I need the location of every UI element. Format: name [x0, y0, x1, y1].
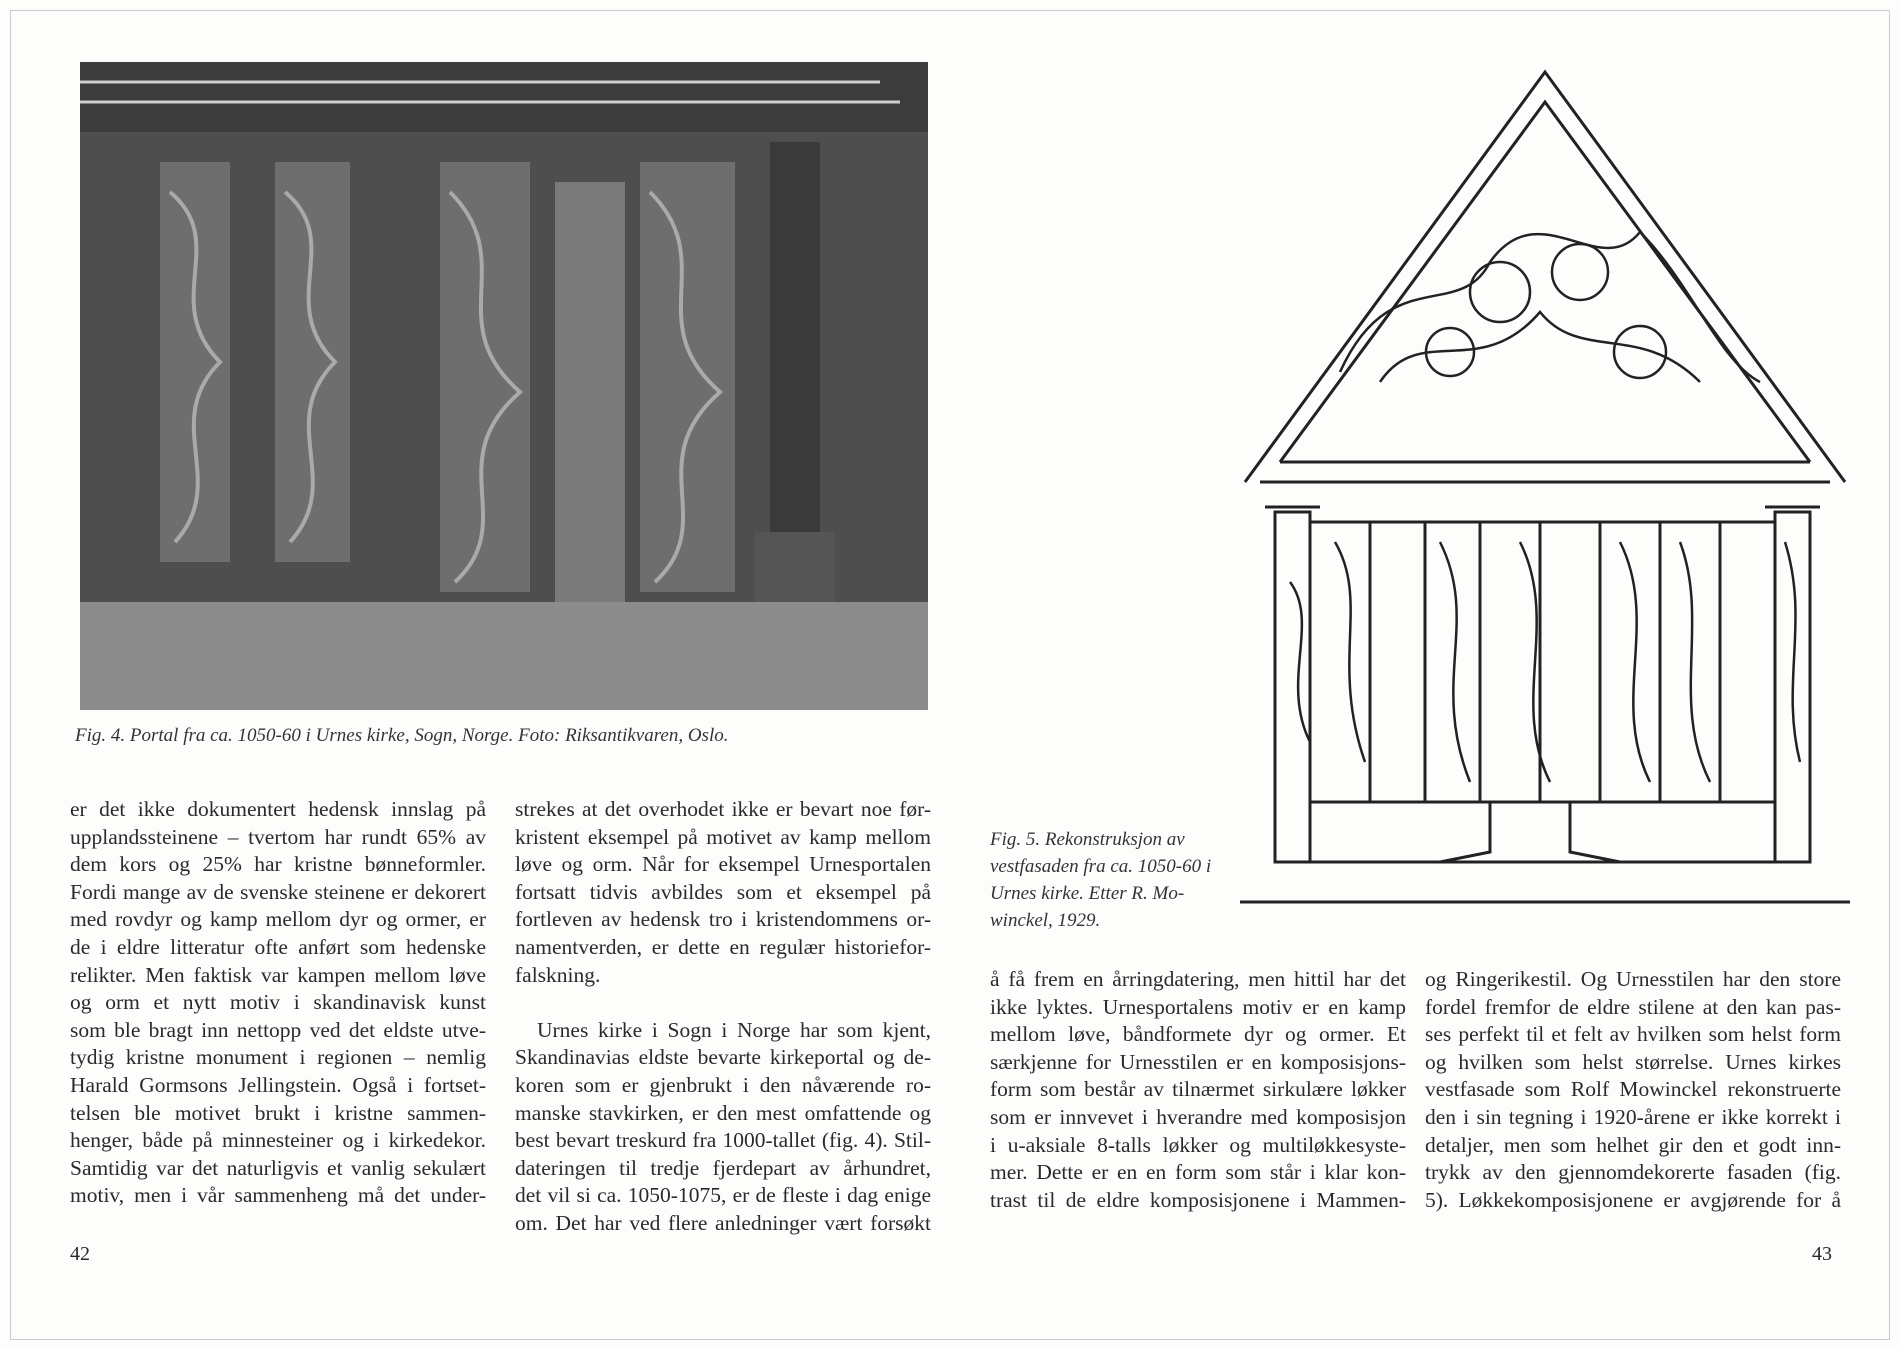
right-page-column-2 [1425, 966, 1841, 1214]
text-line: vestfasade som Rolf Mowinckel rekonstruerte [1425, 1077, 1841, 1102]
text-line [515, 989, 931, 1017]
figure-5-caption [990, 826, 1211, 934]
text-line: dem kors og 25% har kristne bønneformler. [70, 852, 486, 877]
text-line: kristent eksempel på motivet av kamp mellom [515, 824, 931, 849]
caption-line: vestfasaden fra ca. 1050-60 i [990, 856, 1212, 877]
text-line: fortsatt tidvis avbildes som et eksempel på [515, 879, 931, 904]
text-line: som ble bragt inn nettopp ved det eldste utve- [70, 1017, 486, 1042]
text-line: trykk av den gjennomdekorerte fasaden (fig. [1425, 1160, 1841, 1185]
text-line: trast til de eldre komposisjonene i Mammen- [990, 1187, 1406, 1212]
text-line: telsen ble motivet brukt i kristne sammen- [70, 1100, 486, 1125]
text-line: og Ringerikestil. Og Urnesstilen har den store [1425, 967, 1841, 991]
text-line: dateringen til tredje fjerdepart av århundret, [515, 1155, 931, 1180]
text-line: om. Det har ved flere anledninger vært forsøkt [515, 1210, 931, 1235]
figure-4-caption: Fig. 4. Portal fra ca. 1050-60 i Urnes kirke, Sogn, Norge. Foto: Riksantikvaren, Oslo. [75, 725, 729, 746]
text-line: og hvilken som helst størrelse. Urnes kirkes [1425, 1049, 1841, 1074]
text-line: med rovdyr og kamp mellom dyr og ormer, er [70, 907, 486, 932]
text-line: koren som er gjenbrukt i den nåværende ro- [515, 1072, 931, 1097]
left-page-column-1 [70, 796, 486, 1210]
page-number-right: 43 [1812, 1243, 1832, 1265]
text-line: strekes at det overhodet ikke er bevart noe før- [515, 797, 931, 821]
text-line: best bevart treskurd fra 1000-tallet (fig. 4). Stil- [515, 1128, 931, 1153]
text-line: tydig kristne monument i regionen – nemlig [70, 1045, 486, 1070]
west-facade-reconstruction-drawing [1240, 62, 1850, 922]
caption-line: winckel, 1929. [990, 910, 1101, 931]
text-line: særkjenne for Urnesstilen er en komposisjons- [990, 1049, 1406, 1074]
text-line: i u-aksiale 8-talls løkker og multiløkkesyste- [990, 1132, 1406, 1157]
text-line: motiv, men i vår sammenheng må det under- [70, 1183, 486, 1208]
text-line: namentverden, er dette en regulær historiefor- [515, 934, 931, 959]
caption-line: Fig. 5. Rekonstruksjon av [990, 829, 1185, 850]
text-line: upplandssteinene – tvertom har rundt 65% av [70, 824, 486, 849]
right-page-column-1 [990, 966, 1406, 1214]
text-line: ikke lyktes. Urnesportalens motiv er en kamp [990, 994, 1406, 1019]
text-line: form som består av tilnærmet sirkulære løkker [990, 1077, 1406, 1102]
text-line: detaljer, men som helhet gir den et godt inn- [1425, 1132, 1841, 1157]
text-line: 5). Løkkekomposisjonene er avgjørende for å [1425, 1187, 1841, 1212]
caption-line: Urnes kirke. Etter R. Mo- [990, 883, 1185, 904]
text-line: mer. Dette er en en form som står i klar kon- [990, 1160, 1406, 1185]
text-line: Fordi mange av de svenske steinene er dekorert [70, 879, 486, 904]
text-line: fordel fremfor de eldre stilene at den kan pas- [1425, 994, 1841, 1019]
text-line: de i eldre litteratur ofte anført som hedenske [70, 934, 486, 959]
text-line: Urnes kirke i Sogn i Norge har som kjent, [537, 1017, 931, 1042]
text-line: den i sin tegning i 1920-årene er ikke korrekt i [1425, 1104, 1841, 1129]
page-number-left: 42 [70, 1243, 90, 1265]
text-line: mellom løve, båndformete dyr og ormer. Et [990, 1022, 1406, 1047]
text-line: Harald Gormsons Jellingstein. Også i fortset- [70, 1072, 486, 1097]
text-line: Samtidig var det naturligvis et vanlig sekulært [70, 1155, 486, 1180]
left-page-column-2 [515, 796, 931, 1238]
urnes-portal-photo [80, 62, 928, 710]
text-line: fortleven av hedensk tro i kristendommens or- [515, 907, 931, 932]
text-line: og orm et nytt motiv i skandinavisk kunst [70, 990, 486, 1015]
text-line: er det ikke dokumentert hedensk innslag på [70, 797, 486, 821]
text-line: som er innvevet i hverandre med komposisjon [990, 1104, 1406, 1129]
text-line: løve og orm. Når for eksempel Urnesportalen [515, 852, 931, 877]
text-line: falskning. [515, 962, 601, 987]
text-line: relikter. Men faktisk var kampen mellom løve [70, 962, 486, 987]
text-line: Skandinavias eldste bevarte kirkeportal og de- [515, 1045, 931, 1070]
text-line: ses perfekt til et felt av hvilken som helst form [1425, 1022, 1841, 1047]
text-line: å få frem en årringdatering, men hittil har det [990, 967, 1406, 991]
text-line: henger, både på minnesteiner og i kirkedekor. [70, 1128, 486, 1153]
text-line: det vil si ca. 1050-1075, er de fleste i dag enige [515, 1183, 931, 1208]
text-line: manske stavkirken, er den mest omfattende og [515, 1100, 931, 1125]
